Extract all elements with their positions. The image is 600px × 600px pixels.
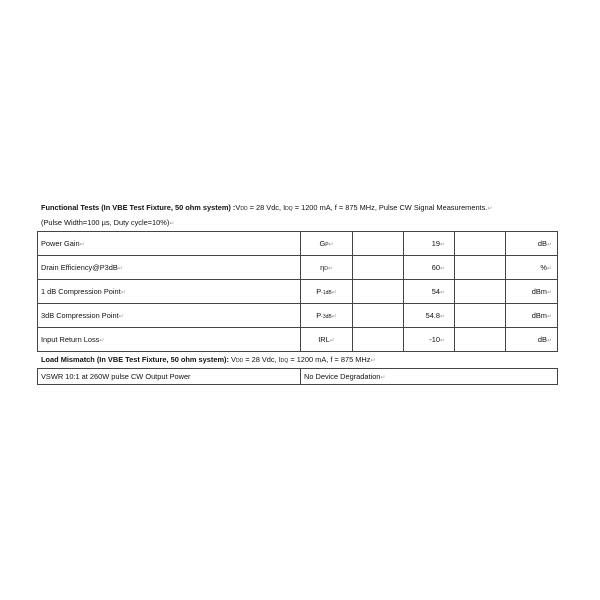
table-row xyxy=(38,232,558,256)
table-row xyxy=(38,369,558,385)
paragraph-mark-icon: ↵ xyxy=(331,290,337,296)
param-cell xyxy=(38,232,301,256)
min-cell xyxy=(353,304,404,328)
table-row xyxy=(38,256,558,280)
paragraph-mark-icon: ↵ xyxy=(439,338,445,344)
symbol-text: P xyxy=(316,311,322,320)
test-conditions: = 1200 mA, f = 875 MHz, Pulse CW Signal Measurements. xyxy=(292,203,488,212)
min-cell xyxy=(353,280,404,304)
mismatch-conditions: = 1200 mA, f = 875 MHz xyxy=(288,355,371,364)
mismatch-vdd-subscript: DD xyxy=(235,358,244,364)
max-cell xyxy=(455,256,506,280)
symbol-subscript: P xyxy=(325,242,329,248)
unit-cell xyxy=(506,328,558,352)
unit-cell xyxy=(506,256,558,280)
symbol-subscript: D xyxy=(324,266,328,272)
unit-cell xyxy=(506,280,558,304)
symbol-cell xyxy=(301,328,353,352)
param-text: Power Gain xyxy=(41,239,80,248)
vdd-label: V xyxy=(235,203,241,212)
idq-subscript: DQ xyxy=(285,206,293,212)
table-row xyxy=(38,280,558,304)
typ-text: 54 xyxy=(431,287,440,296)
paragraph-mark-icon: ↵ xyxy=(439,242,445,248)
symbol-cell xyxy=(301,304,353,328)
load-mismatch-table xyxy=(37,368,558,385)
paragraph-mark-icon: ↵ xyxy=(331,314,337,320)
param-text: Input Return Loss xyxy=(41,335,100,344)
symbol-text: G xyxy=(319,239,326,248)
symbol-subscript: -3dB xyxy=(321,314,332,320)
mismatch-vdd-label: V xyxy=(228,355,236,364)
unit-text: dBm xyxy=(531,287,547,296)
paragraph-mark-icon: ↵ xyxy=(329,338,335,344)
mismatch-result-text: No Device Degradation xyxy=(304,372,381,381)
mismatch-condition-text: VSWR 10:1 at 260W pulse CW Output Power xyxy=(41,372,191,381)
paragraph-mark-icon: ↵ xyxy=(546,314,552,320)
param-cell xyxy=(38,328,301,352)
paragraph-mark-icon: ↵ xyxy=(546,242,552,248)
param-text: Drain Efficiency@P3dB xyxy=(41,263,118,272)
typ-text: -10 xyxy=(429,335,440,344)
pulse-note-text: (Pulse Width=100 µs, Duty cycle=10%) xyxy=(41,218,170,227)
functional-tests-title: Functional Tests (In VBE Test Fixture, 50 ohm system) : xyxy=(41,203,236,212)
paragraph-mark-icon: ↵ xyxy=(370,358,376,364)
param-cell xyxy=(38,256,301,280)
table-row xyxy=(38,304,558,328)
paragraph-mark-icon: ↵ xyxy=(439,266,445,272)
paragraph-mark-icon: ↵ xyxy=(120,290,126,296)
paragraph-mark-icon: ↵ xyxy=(99,338,105,344)
pulse-note xyxy=(41,218,174,229)
min-cell xyxy=(353,256,404,280)
typ-text: 19 xyxy=(431,239,440,248)
symbol-subscript: -1dB xyxy=(321,290,332,296)
symbol-cell xyxy=(301,280,353,304)
load-mismatch-heading xyxy=(41,355,375,366)
typ-text: 54.8 xyxy=(425,311,440,320)
min-cell xyxy=(353,232,404,256)
paragraph-mark-icon: ↵ xyxy=(118,314,124,320)
paragraph-mark-icon: ↵ xyxy=(169,221,175,227)
symbol-text: IRL xyxy=(318,335,330,344)
symbol-text: P xyxy=(316,287,322,296)
mismatch-condition-cell xyxy=(38,369,301,385)
paragraph-mark-icon: ↵ xyxy=(487,206,493,212)
paragraph-mark-icon: ↵ xyxy=(79,242,85,248)
unit-text: dB xyxy=(537,335,547,344)
paragraph-mark-icon: ↵ xyxy=(546,290,552,296)
paragraph-mark-icon: ↵ xyxy=(439,314,445,320)
load-mismatch-title: Load Mismatch (In VBE Test Fixture, 50 ohm system): xyxy=(41,355,229,364)
paragraph-mark-icon: ↵ xyxy=(327,266,333,272)
vdd-subscript: DD xyxy=(240,206,248,212)
symbol-text: η xyxy=(320,263,325,272)
paragraph-mark-icon: ↵ xyxy=(546,338,552,344)
paragraph-mark-icon: ↵ xyxy=(117,266,123,272)
param-cell xyxy=(38,304,301,328)
max-cell xyxy=(455,232,506,256)
mismatch-result-cell xyxy=(301,369,558,385)
functional-tests-heading xyxy=(41,203,492,214)
table-row xyxy=(38,328,558,352)
paragraph-mark-icon: ↵ xyxy=(380,375,386,381)
max-cell xyxy=(455,304,506,328)
vdd-value: = 28 Vdc, I xyxy=(247,203,286,212)
max-cell xyxy=(455,280,506,304)
typ-text: 60 xyxy=(431,263,440,272)
param-text: 3dB Compression Point xyxy=(41,311,119,320)
mismatch-idq-subscript: DQ xyxy=(280,358,289,364)
unit-cell xyxy=(506,232,558,256)
symbol-cell xyxy=(301,232,353,256)
typ-cell xyxy=(404,232,455,256)
symbol-cell xyxy=(301,256,353,280)
min-cell xyxy=(353,328,404,352)
typ-cell xyxy=(404,256,455,280)
typ-cell xyxy=(404,328,455,352)
param-cell xyxy=(38,280,301,304)
unit-text: dB xyxy=(537,239,547,248)
param-text: 1 dB Compression Point xyxy=(41,287,121,296)
unit-text: dBm xyxy=(531,311,547,320)
max-cell xyxy=(455,328,506,352)
paragraph-mark-icon: ↵ xyxy=(328,242,334,248)
paragraph-mark-icon: ↵ xyxy=(439,290,445,296)
functional-tests-table xyxy=(37,231,558,352)
unit-cell xyxy=(506,304,558,328)
typ-cell xyxy=(404,280,455,304)
typ-cell xyxy=(404,304,455,328)
paragraph-mark-icon: ↵ xyxy=(546,266,552,272)
unit-text: % xyxy=(540,263,547,272)
mismatch-vdd-value: = 28 Vdc, I xyxy=(243,355,281,364)
